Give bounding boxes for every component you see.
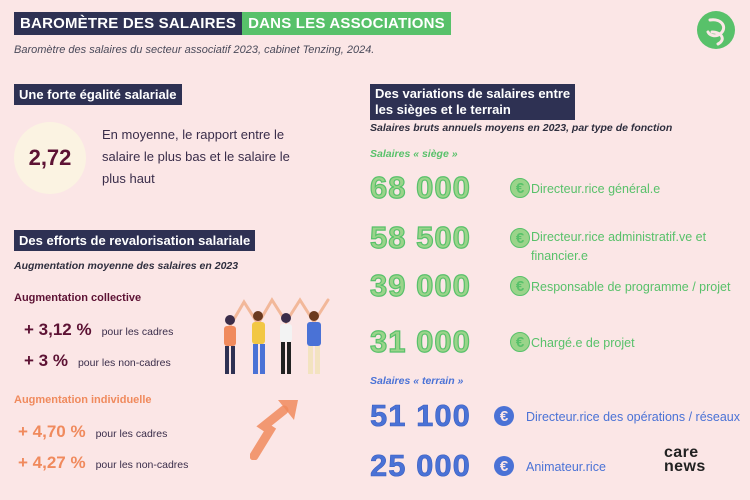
terrain-amount-1: 51 100: [370, 398, 471, 433]
efforts-subheading: Augmentation moyenne des salaires en 2023: [14, 260, 239, 272]
collective-row-cadres: [24, 320, 173, 340]
euro-icon: €: [510, 332, 530, 352]
individual-cadres-label: pour les cadres: [95, 428, 168, 440]
siege-role-3: Responsable de programme / projet: [531, 280, 731, 294]
siege-row-1: [370, 170, 530, 206]
siege-amount-3: 39 000: [370, 268, 471, 303]
terrain-label: Salaires « terrain »: [370, 375, 464, 387]
growth-arrow-icon: [250, 396, 302, 460]
siege-row-3: [370, 268, 530, 304]
ratio-value: 2,72: [28, 145, 72, 170]
collective-cadres-label: pour les cadres: [101, 326, 174, 338]
collective-title: Augmentation collective: [14, 292, 142, 304]
variations-heading: [370, 84, 575, 120]
variations-subheading: Salaires bruts annuels moyens en 2023, par type de fonction: [370, 122, 673, 134]
efforts-heading: Des efforts de revalorisation salariale: [14, 230, 255, 251]
collective-cadres-value: + 3,12 %: [24, 320, 92, 339]
siege-row-2: [370, 220, 530, 256]
page-title: [14, 12, 451, 35]
ratio-circle: [14, 122, 86, 194]
source-subtitle: Baromètre des salaires du secteur associatif 2023, cabinet Tenzing, 2024.: [14, 44, 375, 56]
terrain-role-1: Directeur.rice des opérations / réseaux: [526, 410, 740, 424]
euro-icon: €: [494, 406, 514, 426]
siege-amount-4: 31 000: [370, 324, 471, 359]
individual-cadres-value: + 4,70 %: [18, 422, 86, 441]
terrain-row-2: [370, 448, 514, 484]
carenews-logo: [664, 446, 706, 474]
siege-role-1: Directeur.rice général.e: [531, 182, 661, 196]
individual-row-cadres: [18, 422, 167, 442]
individual-row-non-cadres: [18, 453, 188, 473]
terrain-role-2: Animateur.rice: [526, 460, 606, 474]
siege-amount-2: 58 500: [370, 220, 471, 255]
euro-icon: €: [510, 178, 530, 198]
people-illustration: [214, 296, 340, 378]
collective-row-non-cadres: [24, 351, 171, 371]
siege-role-2: Directeur.rice administratif.ve et financier.e: [531, 230, 707, 263]
individual-non-cadres-label: pour les non-cadres: [95, 459, 189, 471]
brand-leaf-icon: [696, 10, 736, 50]
carenews-logo-line2: news: [664, 458, 706, 475]
collective-non-cadres-label: pour les non-cadres: [77, 357, 171, 369]
euro-icon: €: [494, 456, 514, 476]
collective-non-cadres-value: + 3 %: [24, 351, 68, 370]
siege-row-4: [370, 324, 530, 360]
individual-title: Augmentation individuelle: [14, 394, 152, 406]
euro-icon: €: [510, 276, 530, 296]
variations-heading-line2: les sièges et le terrain: [375, 102, 511, 117]
euro-icon: €: [510, 228, 530, 248]
ratio-description: En moyenne, le rapport entre le salaire le plus bas et le salaire le plus haut: [102, 127, 290, 186]
individual-non-cadres-value: + 4,27 %: [18, 453, 86, 472]
terrain-amount-2: 25 000: [370, 448, 471, 483]
siege-label: Salaires « siège »: [370, 148, 458, 160]
siege-role-4: Chargé.e de projet: [531, 336, 635, 350]
carenews-logo-line1: care: [664, 444, 699, 461]
title-part-1: BAROMÈTRE DES SALAIRES: [14, 12, 242, 35]
equality-heading: Une forte égalité salariale: [14, 84, 182, 105]
variations-heading-line1: Des variations de salaires entre: [375, 86, 571, 101]
terrain-row-1: [370, 398, 514, 434]
siege-amount-1: 68 000: [370, 170, 471, 205]
title-part-2: DANS LES ASSOCIATIONS: [242, 12, 451, 35]
